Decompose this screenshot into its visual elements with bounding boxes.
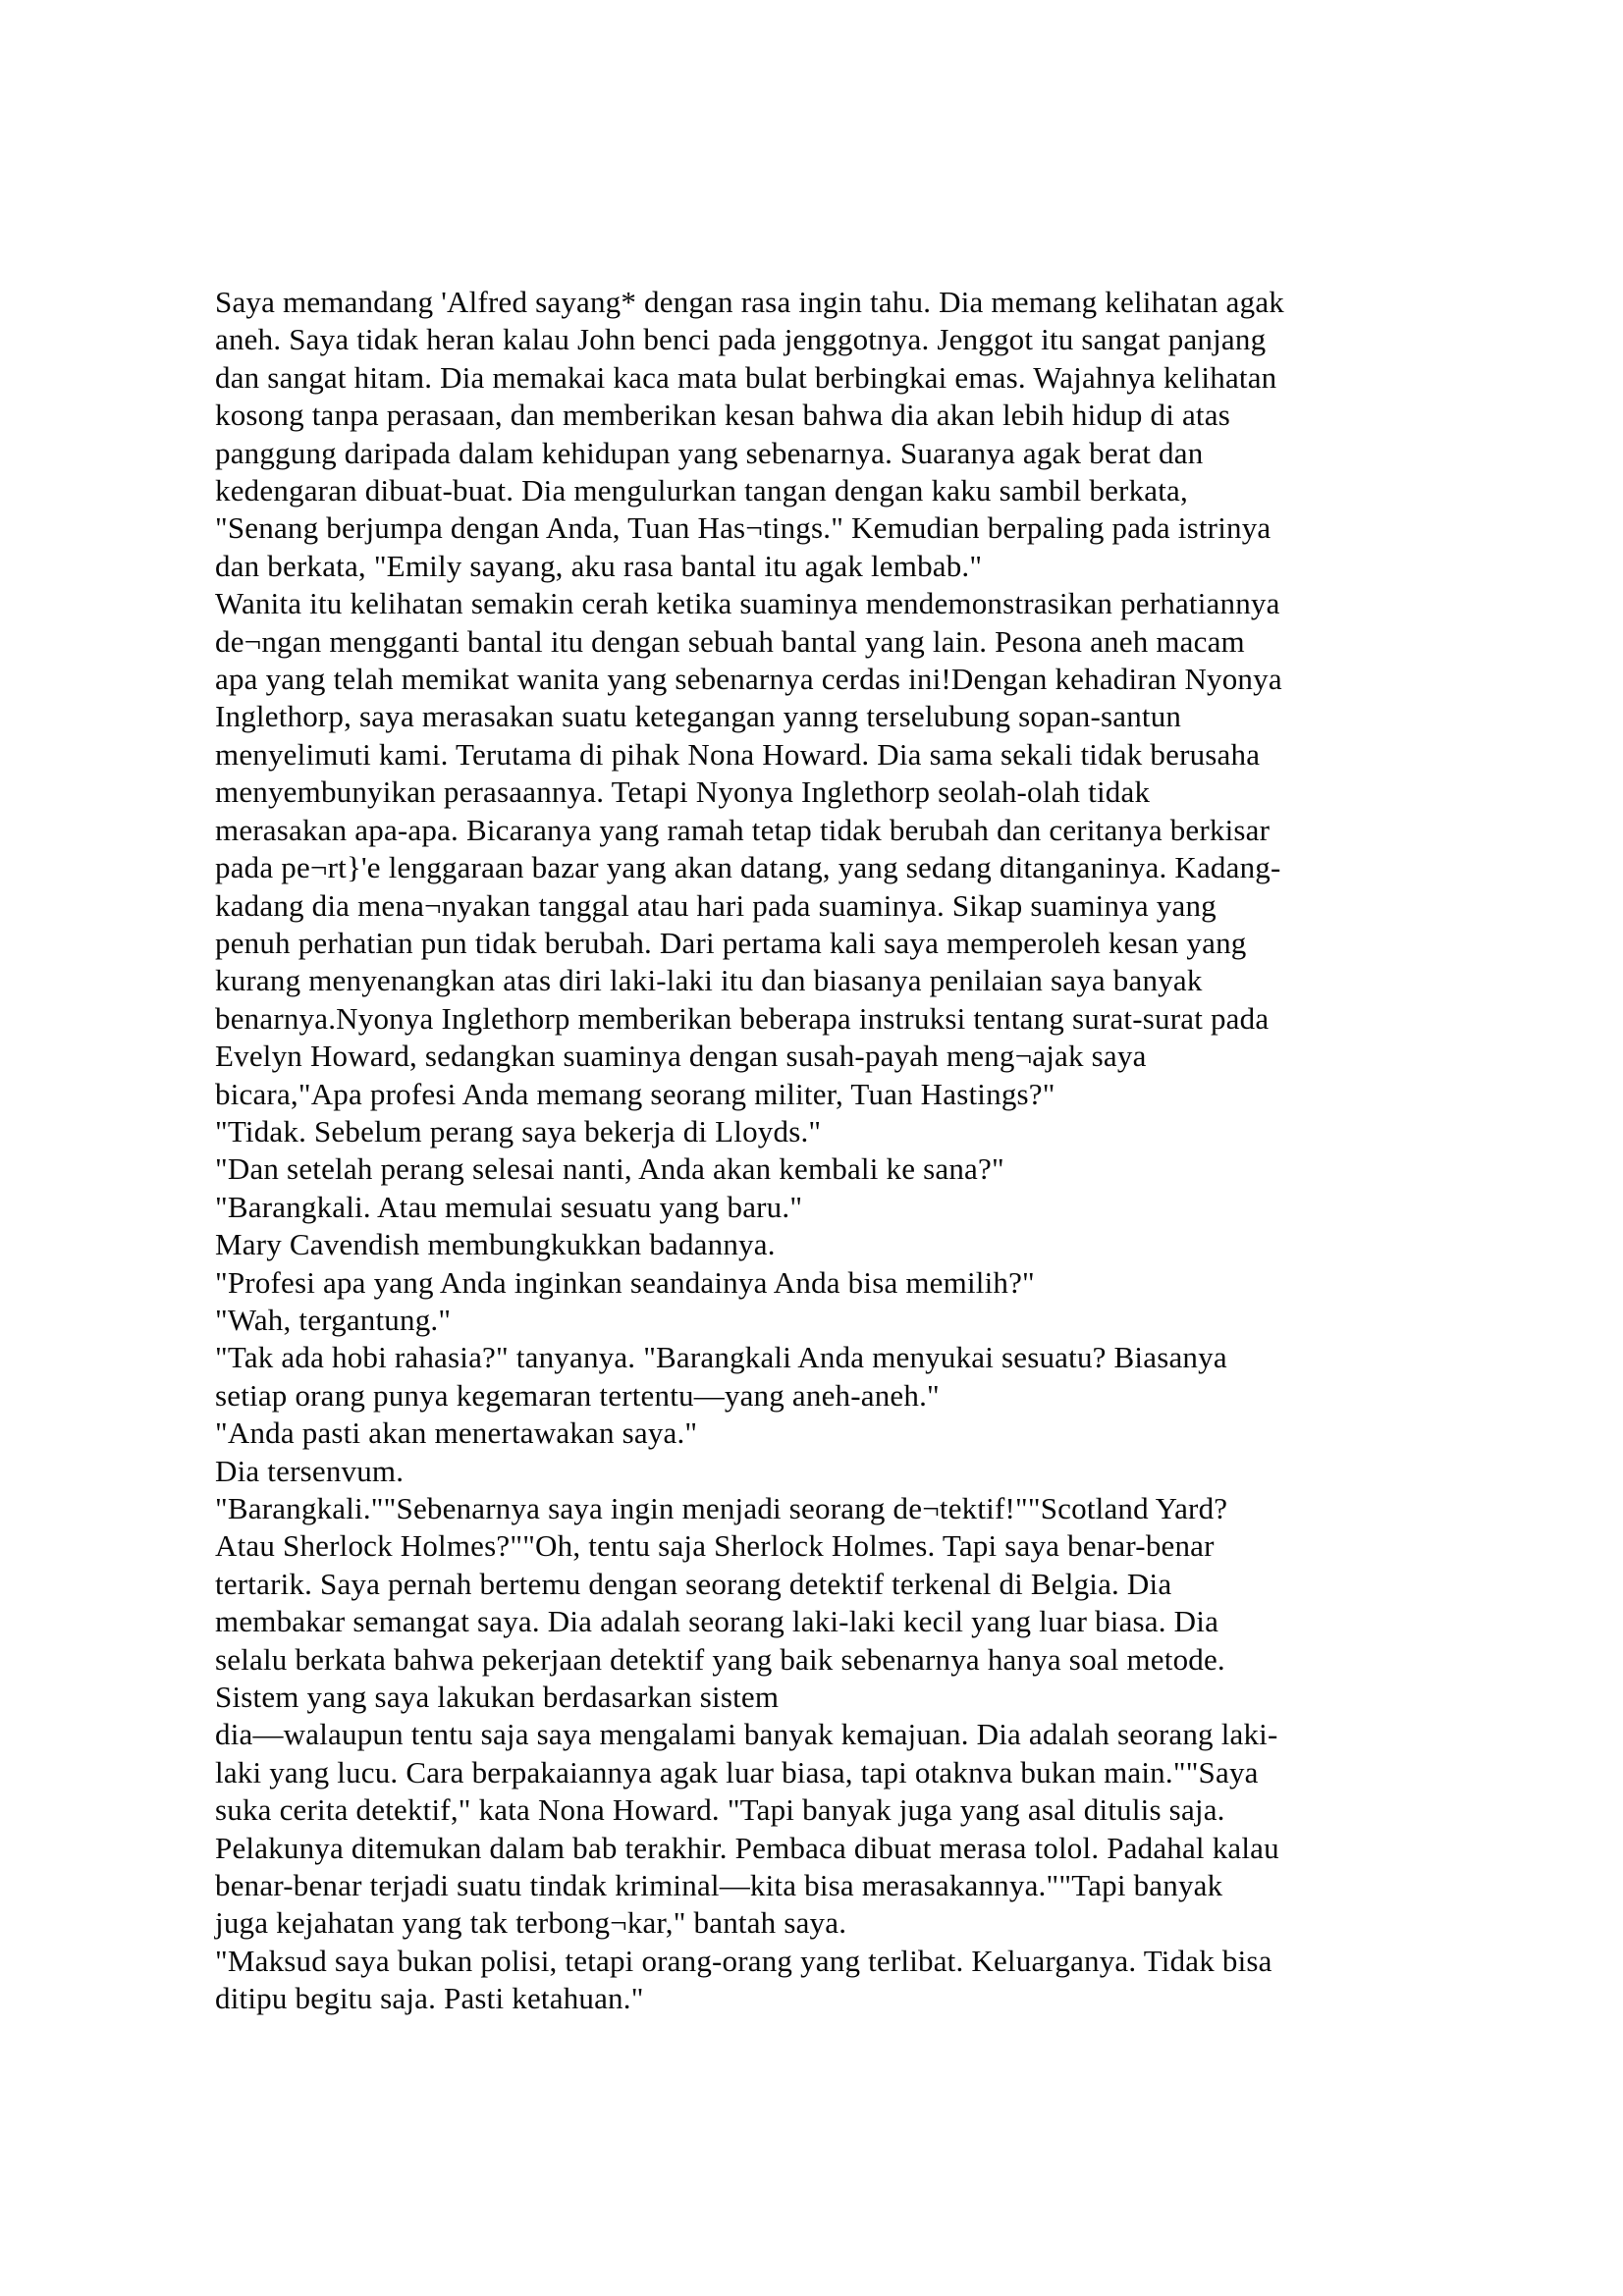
text-line-38: Sistem yang saya lakukan berdasarkan sistem: [215, 1680, 780, 1715]
text-line-22: bicara,"Apa profesi Anda memang seorang militer, Tuan Hastings?": [215, 1076, 1055, 1111]
text-line-26: Mary Cavendish membungkukkan badannya.: [215, 1227, 776, 1262]
text-line-25: "Barangkali. Atau memulai sesuatu yang baru.": [215, 1189, 803, 1224]
text-line-27: "Profesi apa yang Anda inginkan seandainya Anda bisa memilih?": [215, 1264, 1035, 1300]
text-line-19: kurang menyenangkan atas diri laki-laki itu dan biasanya penilaian saya banyak: [215, 963, 1203, 998]
text-line-24: "Dan setelah perang selesai nanti, Anda akan kembali ke sana?": [215, 1151, 1004, 1187]
text-block: [215, 284, 1403, 2018]
text-line-11: apa yang telah memikat wanita yang sebenarnya cerdas ini!Dengan kehadiran Nyonya: [215, 662, 1282, 697]
text-line-2: aneh. Saya tidak heran kalau John benci pada jenggotnya. Jenggot itu sangat panjang: [215, 322, 1267, 357]
text-line-29: "Tak ada hobi rahasia?" tanyanya. "Barangkali Anda menyukai sesuatu? Biasanya: [215, 1340, 1227, 1375]
text-line-10: de¬ngan mengganti bantal itu dengan sebuah bantal yang lain. Pesona aneh macam: [215, 623, 1245, 659]
text-line-40: laki yang lucu. Cara berpakaiannya agak luar biasa, tapi otaknva bukan main.""Saya: [215, 1754, 1259, 1789]
text-line-31: "Anda pasti akan menertawakan saya.": [215, 1415, 698, 1451]
text-line-14: menyembunyikan perasaannya. Tetapi Nyonya Inglethorp seolah-olah tidak: [215, 774, 1151, 810]
text-line-43: benar-benar terjadi suatu tindak kriminal—kita bisa merasakannya.""Tapi banyak: [215, 1868, 1223, 1903]
text-line-18: penuh perhatian pun tidak berubah. Dari pertama kali saya memperoleh kesan yang: [215, 925, 1247, 960]
text-line-7: "Senang berjumpa dengan Anda, Tuan Has¬tings." Kemudian berpaling pada istrinya: [215, 510, 1271, 546]
text-line-45: "Maksud saya bukan polisi, tetapi orang-orang yang terlibat. Keluarganya. Tidak bisa: [215, 1943, 1272, 1978]
text-line-5: panggung daripada dalam kehidupan yang sebenarnya. Suaranya agak berat dan: [215, 435, 1204, 470]
text-line-8: dan berkata, "Emily sayang, aku rasa bantal itu agak lembab.": [215, 548, 983, 583]
text-line-4: kosong tanpa perasaan, dan memberikan kesan bahwa dia akan lebih hidup di atas: [215, 398, 1230, 433]
text-line-3: dan sangat hitam. Dia memakai kaca mata bulat berbingkai emas. Wajahnya kelihatan: [215, 359, 1277, 395]
text-line-28: "Wah, tergantung.": [215, 1302, 452, 1337]
text-line-42: Pelakunya ditemukan dalam bab terakhir. Pembaca dibuat merasa tolol. Padahal kalau: [215, 1830, 1279, 1865]
text-line-44: juga kejahatan yang tak terbong¬kar," bantah saya.: [215, 1905, 847, 1941]
text-line-1: Saya memandang 'Alfred sayang* dengan rasa ingin tahu. Dia memang kelihatan agak: [215, 285, 1284, 319]
text-line-35: tertarik. Saya pernah bertemu dengan seorang detektif terkenal di Belgia. Dia: [215, 1566, 1172, 1601]
text-line-20: benarnya.Nyonya Inglethorp memberikan beberapa instruksi tentang surat-surat pada: [215, 1000, 1270, 1036]
text-line-34: Atau Sherlock Holmes?""Oh, tentu saja Sherlock Holmes. Tapi saya benar-benar: [215, 1528, 1215, 1564]
text-line-9: Wanita itu kelihatan semakin cerah ketika suaminya mendemonstrasikan perhatiannya: [215, 586, 1280, 621]
text-line-12: Inglethorp, saya merasakan suatu ketegangan yanng terselubung sopan-santun: [215, 699, 1182, 734]
text-line-30: setiap orang punya kegemaran tertentu—yang aneh-aneh.": [215, 1377, 940, 1413]
text-line-13: menyelimuti kami. Terutama di pihak Nona Howard. Dia sama sekali tidak berusaha: [215, 736, 1261, 772]
text-line-39: dia—walaupun tentu saja saya mengalami banyak kemajuan. Dia adalah seorang laki-: [215, 1717, 1278, 1752]
text-line-32: Dia tersenvum.: [215, 1453, 405, 1488]
text-line-23: "Tidak. Sebelum perang saya bekerja di Lloyds.": [215, 1113, 822, 1148]
text-line-33: "Barangkali.""Sebenarnya saya ingin menjadi seorang de¬tektif!""Scotland Yard?: [215, 1491, 1228, 1525]
text-line-17: kadang dia mena¬nyakan tanggal atau hari pada suaminya. Sikap suaminya yang: [215, 887, 1217, 923]
text-line-46: ditipu begitu saja. Pasti ketahuan.": [215, 1981, 644, 2016]
text-line-37: selalu berkata bahwa pekerjaan detektif yang baik sebenarnya hanya soal metode.: [215, 1641, 1225, 1677]
text-line-16: pada pe¬rt}'e lenggaraan bazar yang akan datang, yang sedang ditanganinya. Kadang-: [215, 850, 1281, 885]
text-line-6: kedengaran dibuat-buat. Dia mengulurkan tangan dengan kaku sambil berkata,: [215, 473, 1188, 508]
text-line-21: Evelyn Howard, sedangkan suaminya dengan susah-payah meng¬ajak saya: [215, 1039, 1147, 1074]
text-line-36: membakar semangat saya. Dia adalah seorang laki-laki kecil yang luar biasa. Dia: [215, 1604, 1219, 1639]
text-line-15: merasakan apa-apa. Bicaranya yang ramah tetap tidak berubah dan ceritanya berkisar: [215, 812, 1271, 847]
text-line-41: suka cerita detektif," kata Nona Howard. "Tapi banyak juga yang asal ditulis saja.: [215, 1792, 1225, 1828]
